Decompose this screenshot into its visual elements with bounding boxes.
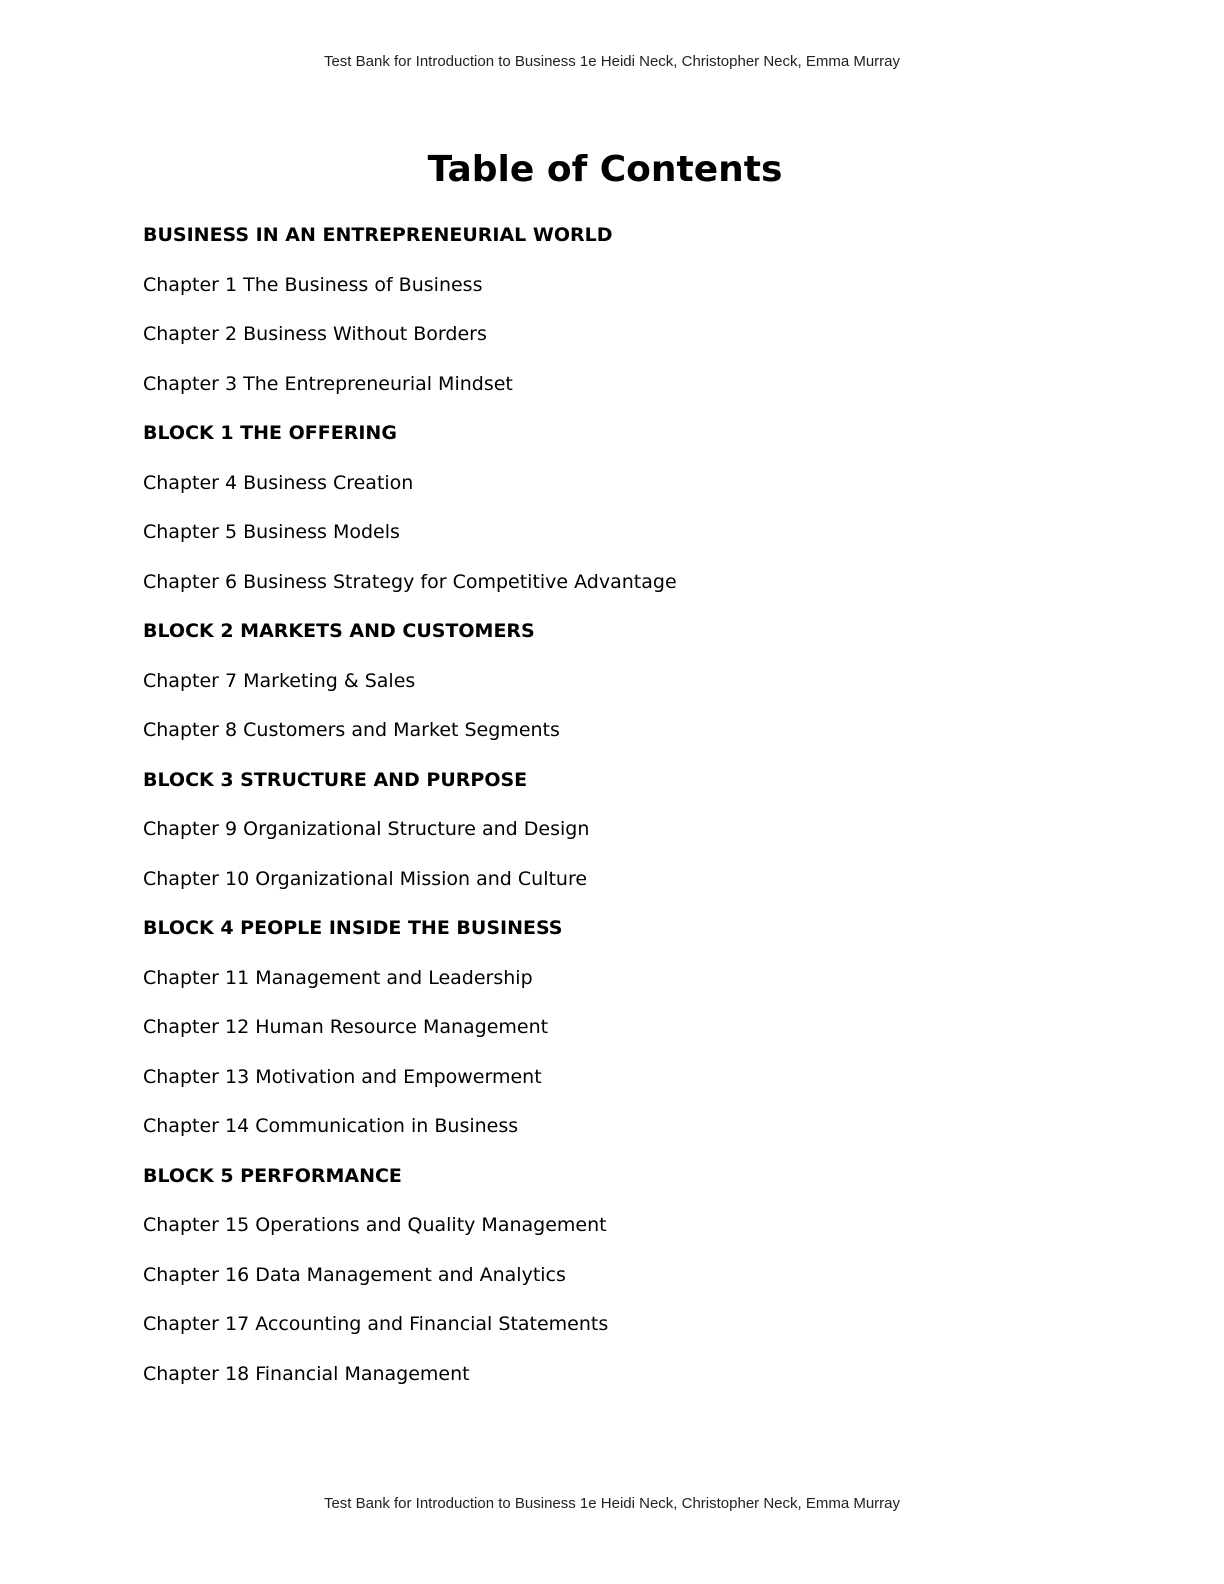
toc-chapter-entry: Chapter 7 Marketing & Sales <box>143 669 416 692</box>
toc-chapter-entry: Chapter 12 Human Resource Management <box>143 1016 549 1038</box>
toc-chapter-entry: Chapter 9 Organizational Structure and Design <box>143 818 590 840</box>
toc-chapter-entry: Chapter 3 The Entrepreneurial Mindset <box>143 372 513 395</box>
toc-section-heading: BLOCK 1 THE OFFERING <box>143 422 397 444</box>
toc-chapter-entry: Chapter 11 Management and Leadership <box>143 966 533 989</box>
toc-chapter-entry: Chapter 2 Business Without Borders <box>143 323 487 345</box>
toc-chapter-entry: Chapter 14 Communication in Business <box>143 1115 519 1137</box>
toc-section-heading: BLOCK 2 MARKETS AND CUSTOMERS <box>143 620 535 642</box>
page-title: Table of Contents <box>427 149 783 190</box>
toc-chapter-entry: Chapter 18 Financial Management <box>143 1362 470 1385</box>
toc-chapter-entry: Chapter 1 The Business of Business <box>143 273 483 296</box>
toc-section-heading: BLOCK 5 PERFORMANCE <box>143 1164 402 1187</box>
toc-chapter-entry: Chapter 16 Data Management and Analytics <box>143 1263 566 1286</box>
toc-chapter-entry: Chapter 6 Business Strategy for Competitive Advantage <box>143 570 677 593</box>
toc-chapter-entry: Chapter 5 Business Models <box>143 521 400 543</box>
toc-chapter-entry: Chapter 4 Business Creation <box>143 471 414 494</box>
toc-section-heading: BLOCK 3 STRUCTURE AND PURPOSE <box>143 768 528 791</box>
table-of-contents <box>143 220 677 1408</box>
page-header: Test Bank for Introduction to Business 1e Heidi Neck, Christopher Neck, Emma Murray <box>323 53 901 70</box>
toc-chapter-entry: Chapter 8 Customers and Market Segments <box>143 719 560 741</box>
toc-chapter-entry: Chapter 17 Accounting and Financial Statements <box>143 1313 609 1335</box>
toc-section-heading: BUSINESS IN AN ENTREPRENEURIAL WORLD <box>143 224 613 246</box>
toc-chapter-entry: Chapter 15 Operations and Quality Management <box>143 1214 607 1236</box>
toc-chapter-entry: Chapter 10 Organizational Mission and Culture <box>143 867 588 890</box>
page-footer: Test Bank for Introduction to Business 1e Heidi Neck, Christopher Neck, Emma Murray <box>323 1495 901 1512</box>
toc-section-heading: BLOCK 4 PEOPLE INSIDE THE BUSINESS <box>143 917 563 939</box>
toc-chapter-entry: Chapter 13 Motivation and Empowerment <box>143 1065 542 1088</box>
